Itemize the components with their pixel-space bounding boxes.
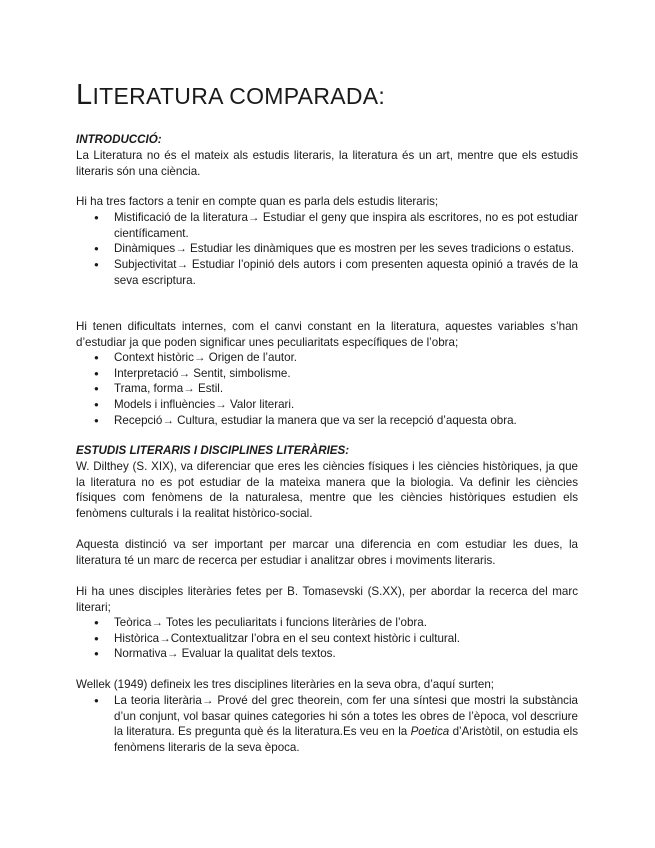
paragraph: Hi ha tres factors a tenir en compte quan es parla dels estudis literaris;: [76, 195, 439, 208]
variables-list: [76, 350, 578, 429]
list-item: ● Teòrica→ Totes les peculiaritats i funcions literàries de l’obra.: [76, 615, 578, 631]
title-initial: L: [76, 79, 93, 111]
wellek-text-before: La teoria literària→ Prové del grec theorein, com fer una síntesi que mostri la substància d’un conjunt, vol basar quines categories hi són a totes les obres de l’època, vol descriure la literatura. Es pregunta què és la literatura.Es veu en la: [114, 694, 578, 739]
paragraph: Hi tenen dificultats internes, com el canvi constant en la literatura, aquestes variables s’han d’estudiar ja que poden significar unes peculiaritats específiques de l’obra;: [76, 320, 578, 349]
list-item: ● Models i influències→ Valor literari.: [76, 397, 578, 413]
list-item: ● Històrica→Contextualitzar l’obra en el seu context històric i cultural.: [76, 631, 578, 647]
paragraph: Hi ha unes disciples literàries fetes per B. Tomasevski (S.XX), per abordar la recerca del marc literari;: [76, 585, 578, 614]
wellek-text-after: d’Aristòtil, on estudia els fenòmens literaris de la seva època.: [114, 725, 578, 755]
list-item: ● Subjectivitat→ Estudiar l’opinió dels autors i com presenten aquesta opinió a través de la seva escriptura.: [76, 257, 578, 288]
intro-heading: [76, 132, 578, 148]
list-item: ● Recepció→ Cultura, estudiar la manera que va ser la recepció d’aquesta obra.: [76, 413, 578, 429]
disciplines-list: [76, 615, 578, 662]
title-rest: ITERATURA COMPARADA:: [92, 83, 386, 109]
list-item: ● Trama, forma→ Estil.: [76, 381, 578, 397]
list-item: ● Context històric→ Origen de l’autor.: [76, 350, 578, 366]
paragraph: W. Dilthey (S. XIX), va diferenciar que eres les ciències físiques i les ciències històriques, ja que la literatura no es pot estudiar de la mateixa manera que la biologia. Va definir les ciències físiques com fenòmens de la naturalesa, mentre que les ciències històriques estudien els fenòmens culturals i la realitat històrico-social.: [76, 460, 578, 521]
section-heading-estudis: ESTUDIS LITERARIS I DISCIPLINES LITERÀRIES:: [76, 444, 350, 457]
wellek-list: [76, 693, 578, 756]
estudis-paragraph-3: [76, 584, 578, 615]
work-title: Poetica: [410, 725, 450, 739]
estudis-paragraph-1: [76, 459, 578, 522]
estudis-paragraph-2: [76, 537, 578, 568]
list-item: ● Mistificació de la literatura→ Estudiar el geny que inspira als escritores, no es pot estudiar científicament.: [76, 210, 578, 241]
list-item: [76, 693, 578, 756]
intro-paragraph-2: [76, 194, 578, 210]
intro-paragraph-3: [76, 319, 578, 350]
intro-paragraph-1: [76, 148, 578, 179]
factors-list: [76, 210, 578, 289]
estudis-paragraph-4: [76, 677, 578, 693]
paragraph: La Literatura no és el mateix als estudis literaris, la literatura és un art, mentre que els estudis literaris són una ciència.: [76, 149, 578, 178]
section-heading-intro: INTRODUCCIÓ:: [76, 133, 162, 146]
list-item: ● Normativa→ Evaluar la qualitat dels textos.: [76, 646, 578, 662]
page-title: [76, 78, 385, 113]
paragraph: Wellek (1949) defineix les tres disciplines literàries en la seva obra, d’aquí surten;: [76, 678, 495, 691]
paragraph: Aquesta distinció va ser important per marcar una diferencia en com estudiar les dues, la literatura té un marc de recerca per estudiar i analitzar obres i moviments literaris.: [76, 538, 578, 567]
list-item: ● Interpretació→ Sentit, simbolisme.: [76, 366, 578, 382]
estudis-heading: [76, 443, 578, 459]
list-item: ● Dinàmiques→ Estudiar les dinàmiques que es mostren per les seves tradicions o estatus.: [76, 241, 578, 257]
